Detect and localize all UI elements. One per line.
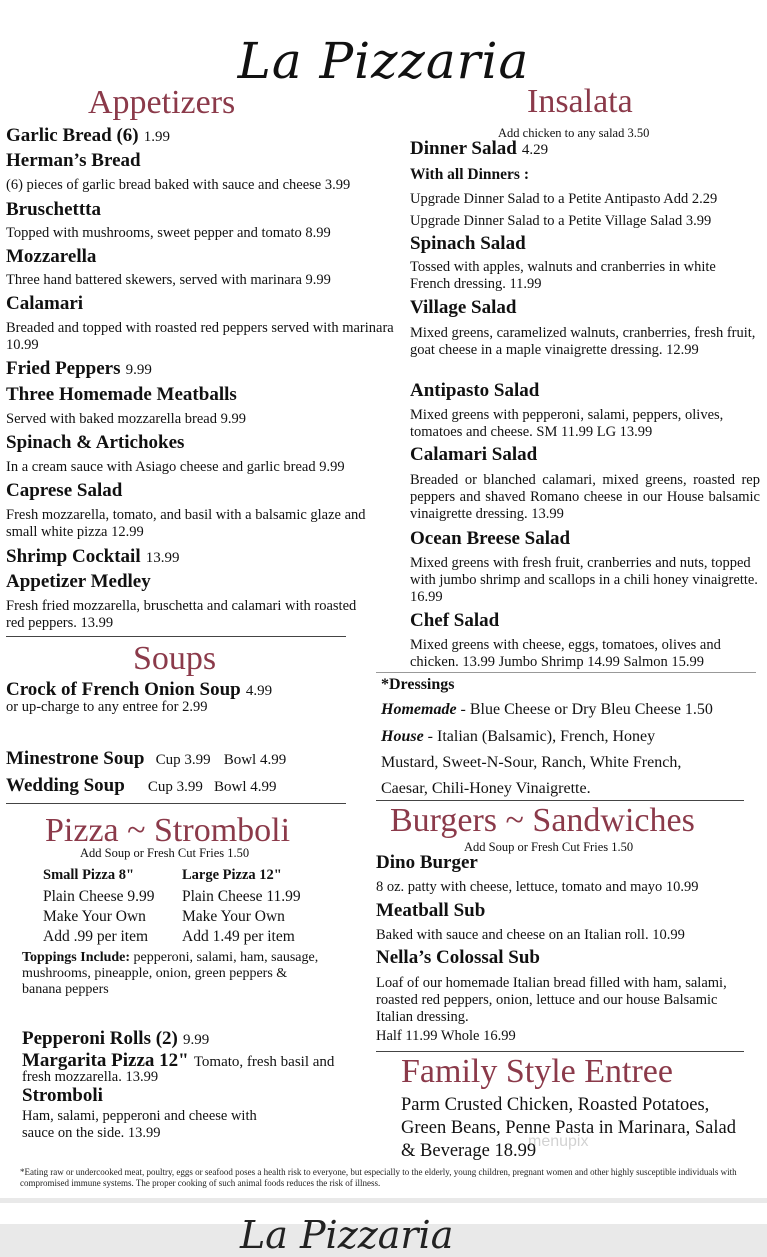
menu-item-meatball-sub: Meatball Sub <box>376 900 486 921</box>
menu-item-hermans-bread: Herman’s Bread <box>6 150 141 171</box>
menu-item-garlic-bread <box>6 125 170 147</box>
item-desc: fresh mozzarella. 13.99 <box>22 1069 159 1085</box>
small-plain-cheese: Plain Cheese 9.99 <box>43 888 155 905</box>
item-name: Margarita Pizza 12" <box>22 1050 189 1071</box>
item-desc: Served with baked mozzarella bread 9.99 <box>6 411 246 427</box>
next-page-title: La Pizzaria <box>240 1213 454 1257</box>
item-desc: Mixed greens with pepperoni, salami, peppers, olives, tomatoes and cheese. SM 11.99 LG 13.99 <box>410 407 724 440</box>
menu-item-dinner-salad <box>410 138 548 160</box>
dressings-house <box>381 728 655 746</box>
large-plain-cheese: Plain Cheese 11.99 <box>182 888 301 905</box>
item-name: Pepperoni Rolls (2) <box>22 1028 178 1049</box>
item-desc: In a cream sauce with Asiago cheese and garlic bread 9.99 <box>6 459 345 475</box>
divider <box>6 636 346 637</box>
item-price: Half 11.99 Whole 16.99 <box>376 1028 516 1044</box>
house-text: - Italian (Balsamic), French, Honey <box>427 728 656 745</box>
menu-item-shrimp-cocktail <box>6 546 179 568</box>
homemade-label: Homemade <box>381 701 457 718</box>
menu-title: La Pizzaria <box>237 32 530 90</box>
large-add-item: Add 1.49 per item <box>182 928 295 945</box>
item-price: 4.99 <box>245 683 273 699</box>
menu-item-calamari-salad: Calamari Salad <box>410 444 538 465</box>
menu-item-caprese: Caprese Salad <box>6 480 123 501</box>
next-page-peek <box>0 1203 767 1257</box>
watermark: menupix <box>528 1133 589 1150</box>
item-desc: Mixed greens, caramelized walnuts, cranberries, fresh fruit, goat cheese in a maple vinaigrette dressing. 12.99 <box>410 325 756 358</box>
menu-item-dino-burger: Dino Burger <box>376 852 478 873</box>
menu-item-french-onion <box>6 679 272 701</box>
divider <box>376 672 756 673</box>
item-price: 4.29 <box>521 142 549 158</box>
item-name: Shrimp Cocktail <box>6 546 141 567</box>
toppings-label: Toppings Include: <box>22 950 131 965</box>
dressings-house-line3: Caesar, Chili-Honey Vinaigrette. <box>381 780 591 797</box>
item-name: Garlic Bread (6) <box>6 125 139 146</box>
menu-item-spinach-artichokes: Spinach & Artichokes <box>6 432 185 453</box>
divider <box>376 1051 744 1052</box>
menu-item-pepperoni-rolls <box>22 1028 209 1050</box>
item-price-bowl: Bowl 4.99 <box>223 752 287 768</box>
item-desc: Fresh fried mozzarella, bruschetta and calamari with roasted red peppers. 13.99 <box>6 598 357 631</box>
large-pizza-header: Large Pizza 12" <box>182 867 282 883</box>
family-heading: Family Style Entree <box>401 1053 673 1090</box>
item-desc: Topped with mushrooms, sweet pepper and tomato 8.99 <box>6 225 331 241</box>
soups-heading: Soups <box>133 640 217 677</box>
pizza-heading: Pizza ~ Stromboli <box>45 812 291 849</box>
small-add-item: Add .99 per item <box>43 928 149 945</box>
item-name: Fried Peppers <box>6 358 121 379</box>
item-price: 9.99 <box>182 1032 210 1048</box>
item-price-bowl: Bowl 4.99 <box>214 779 277 795</box>
menu-item-bruschetta: Bruschettta <box>6 199 101 220</box>
item-desc: Breaded and topped with roasted red peppers served with marinara 10.99 <box>6 320 394 353</box>
item-desc: Fresh mozzarella, tomato, and basil with a balsamic glaze and small white pizza 12.99 <box>6 507 366 540</box>
item-desc: (6) pieces of garlic bread baked with sauce and cheese 3.99 <box>6 177 351 193</box>
family-price: 18.99 <box>494 1141 537 1161</box>
item-desc: Baked with sauce and cheese on an Italian roll. 10.99 <box>376 927 685 943</box>
family-desc <box>401 1094 741 1163</box>
dressings-heading: *Dressings <box>381 676 455 693</box>
toppings-text: pepperoni, salami, ham, sausage, mushrooms, pineapple, onion, green peppers & banana peppers <box>22 950 319 997</box>
menu-item-antipasto-salad: Antipasto Salad <box>410 380 540 401</box>
item-name: Dinner Salad <box>410 138 517 159</box>
burgers-note: Add Soup or Fresh Cut Fries 1.50 <box>464 840 634 854</box>
menu-item-village-salad: Village Salad <box>410 297 517 318</box>
item-desc-inline: Tomato, fresh basil and <box>193 1054 335 1070</box>
house-label: House <box>381 728 424 745</box>
item-price-cup: Cup 3.99 <box>147 779 203 795</box>
item-price: 9.99 <box>125 362 152 378</box>
homemade-text: - Blue Cheese or Dry Bleu Cheese 1.50 <box>460 701 713 718</box>
upgrade-village: Upgrade Dinner Salad to a Petite Village Salad 3.99 <box>410 213 712 229</box>
divider <box>376 800 744 801</box>
item-desc: Breaded or blanched calamari, mixed greens, roasted rep peppers and shaved Romano cheese in our House balsamic vinaigrette dressing. 13.99 <box>410 472 760 522</box>
upgrade-antipasto: Upgrade Dinner Salad to a Petite Antipasto Add 2.29 <box>410 191 718 207</box>
menu-item-spinach-salad: Spinach Salad <box>410 233 526 254</box>
item-desc: Loaf of our homemade Italian bread filled with ham, salami, roasted red peppers, onion, lettuce and our house Balsamic Italian dressing. <box>376 975 727 1025</box>
menu-item-calamari: Calamari <box>6 293 84 314</box>
burgers-heading: Burgers ~ Sandwiches <box>390 802 695 839</box>
item-name: Wedding Soup <box>6 775 125 796</box>
dressings-homemade <box>381 701 713 719</box>
item-desc: or up-charge to any entree for 2.99 <box>6 699 208 715</box>
menu-item-fried-peppers <box>6 358 152 380</box>
item-name: Minestrone Soup <box>6 748 145 769</box>
item-desc: Mixed greens with cheese, eggs, tomatoes, olives and chicken. 13.99 Jumbo Shrimp 14.99 Salmon 15.99 <box>410 637 721 670</box>
item-price-cup: Cup 3.99 <box>155 752 211 768</box>
menu-item-chef-salad: Chef Salad <box>410 610 500 631</box>
item-desc: 8 oz. patty with cheese, lettuce, tomato and mayo 10.99 <box>376 879 699 895</box>
item-price: 13.99 <box>145 550 180 566</box>
health-footnote: *Eating raw or undercooked meat, poultry, eggs or seafood poses a health risk to everyone, but especially to the elderly, young children, pregnant women and other highly susceptible individuals with compromised immune systems. The proper cooking of such animal foods reduces the risk of illness. <box>20 1167 737 1188</box>
insalata-heading: Insalata <box>527 83 633 120</box>
menu-item-minestrone <box>6 748 286 770</box>
menu-item-stromboli: Stromboli <box>22 1085 103 1106</box>
with-all-dinners-text: With all Dinners <box>410 166 520 183</box>
insalata-note: Add chicken to any salad 3.50 <box>498 126 650 140</box>
small-make-own: Make Your Own <box>43 908 146 925</box>
divider <box>6 803 346 804</box>
item-name: Crock of French Onion Soup <box>6 679 241 700</box>
pizza-note: Add Soup or Fresh Cut Fries 1.50 <box>80 846 250 860</box>
dressings-house-line2: Mustard, Sweet-N-Sour, Ranch, White French, <box>381 754 682 771</box>
toppings-list <box>22 950 322 998</box>
item-desc: Mixed greens with fresh fruit, cranberries and nuts, topped with jumbo shrimp and scallops in a chili honey vinaigrette. 16.99 <box>410 555 758 605</box>
family-desc-text: Parm Crusted Chicken, Roasted Potatoes, Green Beans, Penne Pasta in Marinara, Salad & Beverage <box>401 1095 736 1161</box>
menu-item-ocean-breese: Ocean Breese Salad <box>410 528 571 549</box>
menu-item-appetizer-medley: Appetizer Medley <box>6 571 151 592</box>
menu-item-mozzarella: Mozzarella <box>6 246 97 267</box>
small-pizza-header: Small Pizza 8" <box>43 867 135 883</box>
menu-item-wedding <box>6 775 277 797</box>
item-desc: Three hand battered skewers, served with marinara 9.99 <box>6 272 331 288</box>
item-desc: Tossed with apples, walnuts and cranberries in white French dressing. 11.99 <box>410 259 716 292</box>
item-price: 1.99 <box>143 129 170 145</box>
menu-item-meatballs: Three Homemade Meatballs <box>6 384 237 405</box>
with-all-dinners: With all Dinners : <box>410 166 529 183</box>
item-desc: Ham, salami, pepperoni and cheese with sauce on the side. 13.99 <box>22 1108 257 1141</box>
appetizers-heading: Appetizers <box>88 84 236 121</box>
menu-item-nellas-sub: Nella’s Colossal Sub <box>376 947 540 968</box>
large-make-own: Make Your Own <box>182 908 285 925</box>
